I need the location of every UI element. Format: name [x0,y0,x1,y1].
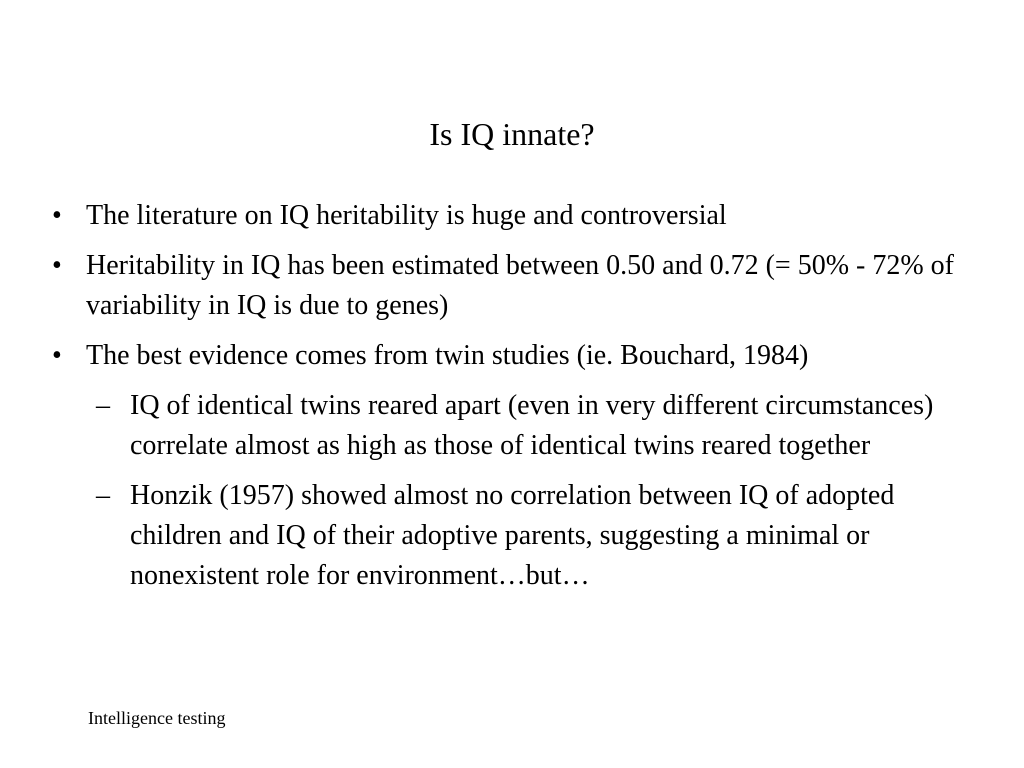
sub-bullet-item [86,476,986,596]
bullet-list [46,196,986,606]
sub-bullet-marker: – [96,390,110,421]
bullet-marker: • [52,250,62,281]
footer-label: Intelligence testing [88,708,226,728]
sub-bullet-text: Honzik (1957) showed almost no correlation between IQ of adopted children and IQ of their adoptive parents, suggesting a minimal or nonexistent role for environment…but… [130,480,895,591]
bullet-text: Heritability in IQ has been estimated between 0.50 and 0.72 (= 50% - 72% of variability in IQ is due to genes) [86,250,954,321]
bullet-text: The literature on IQ heritability is huge and controversial [86,200,727,231]
bullet-item [46,336,986,596]
sub-bullet-list [86,386,986,596]
sub-bullet-text: IQ of identical twins reared apart (even in very different circumstances) correlate almost as high as those of identical twins reared together [130,390,934,461]
sub-bullet-marker: – [96,480,110,511]
bullet-item [46,246,986,326]
bullet-marker: • [52,200,62,231]
slide-title: Is IQ innate? [429,116,595,152]
bullet-item [46,196,986,236]
bullet-marker: • [52,340,62,371]
bullet-text: The best evidence comes from twin studies (ie. Bouchard, 1984) [86,340,809,371]
sub-bullet-item [86,386,986,466]
